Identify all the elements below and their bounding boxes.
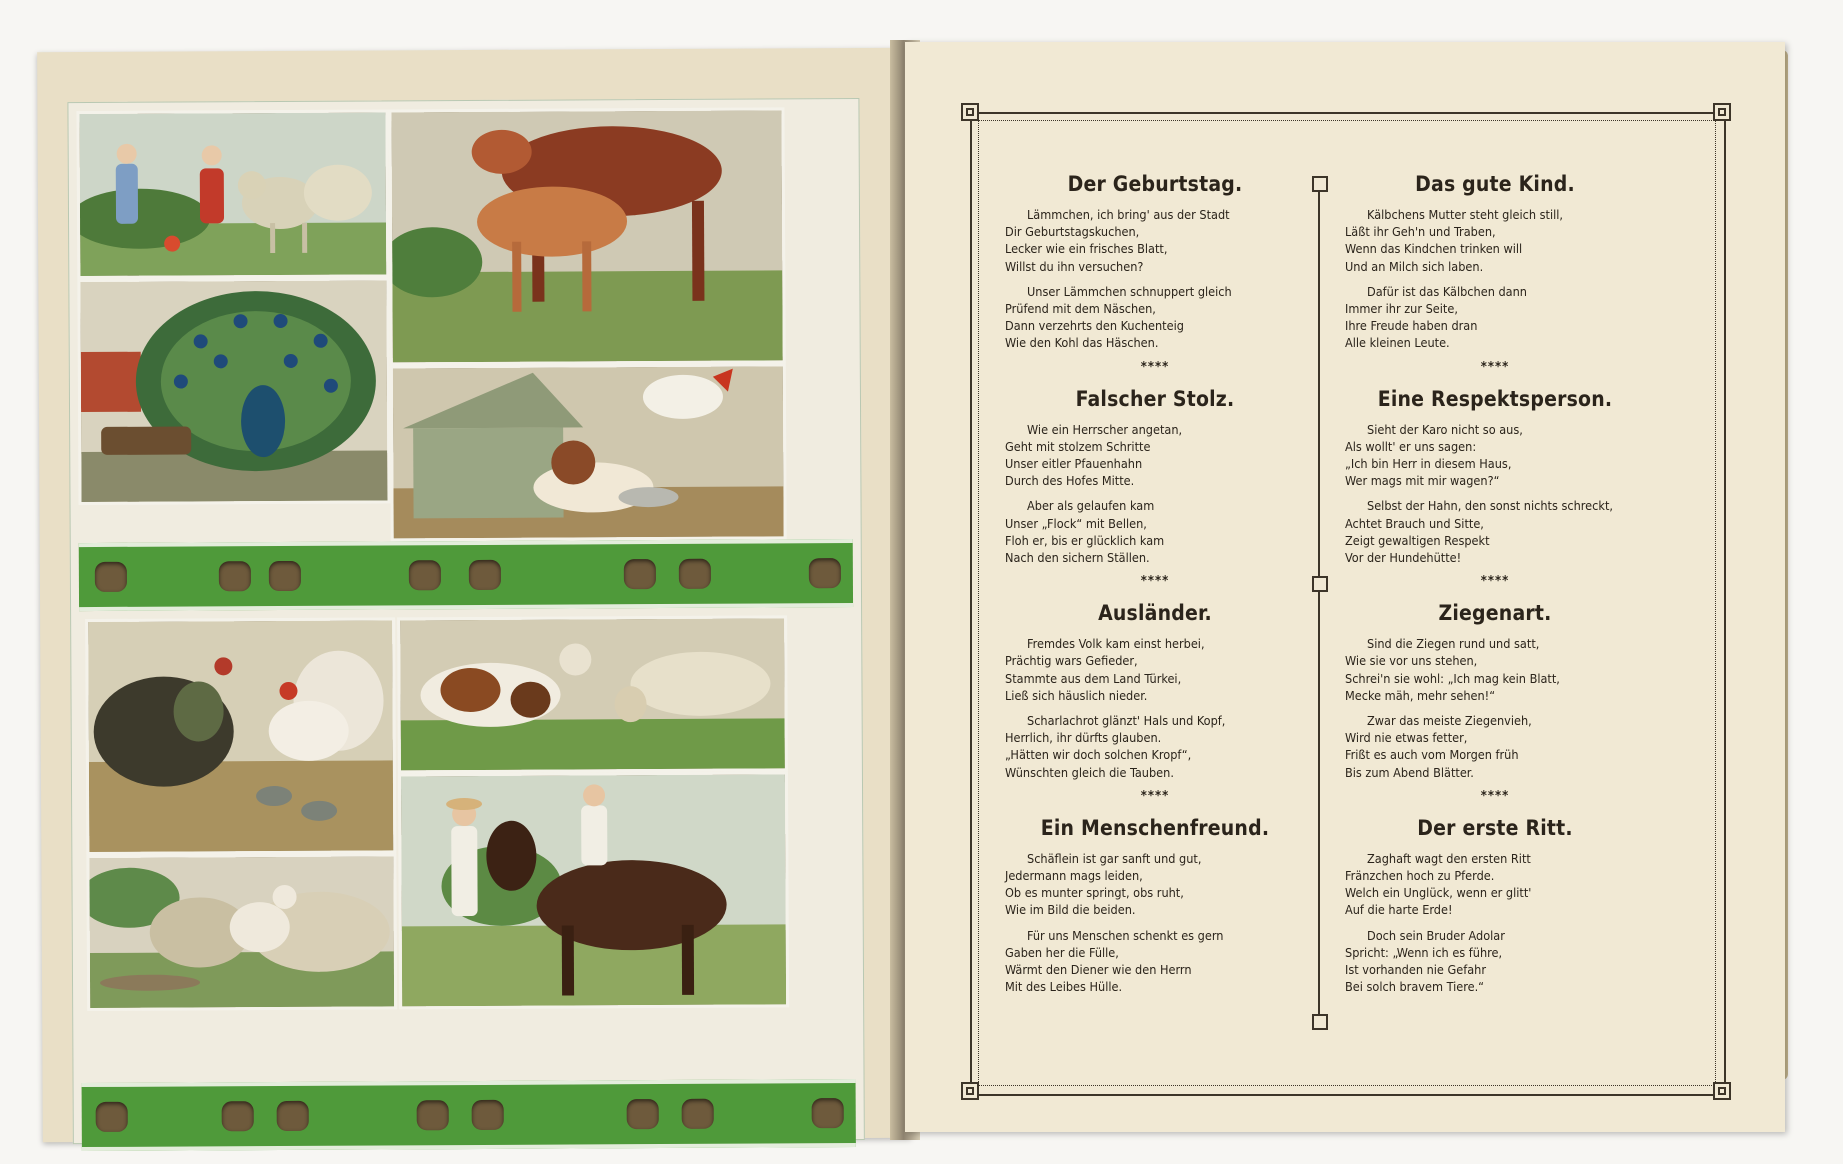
poem-line: Unser eitler Pfauenhahn bbox=[1005, 456, 1143, 472]
poem-line: Jedermann mags leiden, bbox=[1005, 868, 1143, 884]
perforated-strip-middle bbox=[79, 539, 853, 611]
poem-column-left bbox=[1005, 172, 1305, 1006]
poem-stanza bbox=[1005, 850, 1305, 919]
poem-line: Wie ein Herrscher angetan, bbox=[1027, 421, 1183, 437]
poem-line: Mecke mäh, mehr sehen!“ bbox=[1345, 687, 1496, 703]
poem-line: Kälbchens Mutter steht gleich still, bbox=[1367, 207, 1564, 222]
poem-line: Schäflein ist gar sanft und gut, bbox=[1027, 850, 1202, 866]
strip-hole bbox=[219, 561, 251, 591]
poem-stanza bbox=[1345, 927, 1645, 996]
poem-title: Falscher Stolz. bbox=[1075, 386, 1235, 411]
poem-stanza bbox=[1005, 712, 1305, 781]
poem-stanza bbox=[1005, 635, 1305, 704]
strip-hole bbox=[409, 560, 441, 590]
panel-dog-and-kennel bbox=[390, 363, 787, 541]
strip-hole bbox=[682, 1099, 714, 1129]
scrap-sheet bbox=[67, 98, 864, 1144]
poem-line: Auf die harte Erde! bbox=[1345, 902, 1453, 918]
poem-line: Nach den sichern Ställen. bbox=[1005, 550, 1150, 566]
panel-turkeys bbox=[85, 617, 396, 855]
poem bbox=[1345, 816, 1645, 996]
poem-line: Zwar das meiste Ziegenvieh, bbox=[1367, 713, 1532, 729]
poem-title: Ausländer. bbox=[1098, 601, 1212, 626]
poem-line: Und an Milch sich laben. bbox=[1345, 258, 1484, 274]
poem-line: Fremdes Volk kam einst herbei, bbox=[1027, 636, 1205, 652]
poem-line: Durch des Hofes Mitte. bbox=[1005, 473, 1135, 489]
strip-hole bbox=[222, 1101, 254, 1131]
poem-stanza bbox=[1005, 421, 1305, 490]
poem-line: Geht mit stolzem Schritte bbox=[1005, 438, 1151, 454]
right-page-poems bbox=[905, 42, 1785, 1132]
poem-title: Ziegenart. bbox=[1438, 601, 1552, 626]
poem-line: Floh er, bis er glücklich kam bbox=[1005, 532, 1165, 548]
turkeys-illustration bbox=[88, 620, 393, 852]
poem-line: Alle kleinen Leute. bbox=[1345, 335, 1450, 351]
poem-line: Unser „Flock“ mit Bellen, bbox=[1005, 515, 1147, 531]
perforated-strip-bottom bbox=[82, 1079, 856, 1151]
strip-hole bbox=[269, 561, 301, 591]
left-page-illustrations bbox=[37, 48, 911, 1143]
poem bbox=[1005, 172, 1305, 375]
strip-hole bbox=[679, 559, 711, 589]
poem-stanza bbox=[1345, 635, 1645, 704]
poem-line: Willst du ihn versuchen? bbox=[1005, 258, 1144, 274]
poem-line: Doch sein Bruder Adolar bbox=[1367, 927, 1505, 943]
poem-line: Dafür ist das Kälbchen dann bbox=[1367, 283, 1527, 299]
poem bbox=[1005, 816, 1305, 996]
poem-stanza bbox=[1345, 206, 1645, 275]
poem-title: Ein Menschenfreund. bbox=[1040, 815, 1270, 840]
poem-title: Das gute Kind. bbox=[1415, 172, 1575, 196]
poem-line: Gaben her die Fülle, bbox=[1005, 944, 1119, 960]
poem-line: Frißt es auch vom Morgen früh bbox=[1345, 747, 1519, 763]
poem-line: Wird nie etwas fetter, bbox=[1345, 730, 1468, 746]
divider-ornament bbox=[1312, 176, 1328, 192]
poem-separator: **** bbox=[1140, 359, 1170, 375]
poem-separator: **** bbox=[1480, 574, 1510, 590]
poem-line: Zaghaft wagt den ersten Ritt bbox=[1367, 850, 1531, 866]
poem-stanza bbox=[1345, 850, 1645, 919]
poem bbox=[1005, 601, 1305, 804]
poem-stanza bbox=[1005, 283, 1305, 352]
strip-hole bbox=[627, 1099, 659, 1129]
poem-line: Ob es munter springt, obs ruht, bbox=[1005, 885, 1184, 901]
dog-kennel-illustration bbox=[393, 366, 784, 538]
poem-line: Immer ihr zur Seite, bbox=[1345, 301, 1458, 317]
poem-line: Scharlachrot glänzt' Hals und Kopf, bbox=[1027, 713, 1226, 729]
panel-peacock bbox=[77, 277, 390, 505]
poem-line: Vor der Hundehütte! bbox=[1345, 550, 1462, 566]
poem-line: Läßt ihr Geh'n und Traben, bbox=[1345, 224, 1496, 240]
frame-corner-ornament bbox=[1713, 103, 1731, 121]
poem-line: Wünschten gleich die Tauben. bbox=[1005, 764, 1174, 780]
strip-hole bbox=[277, 1101, 309, 1131]
poem-line: Selbst der Hahn, den sonst nichts schreckt, bbox=[1367, 498, 1613, 514]
strip-hole bbox=[469, 560, 501, 590]
goats-illustration bbox=[400, 618, 785, 770]
poem-stanza bbox=[1005, 927, 1305, 996]
poem-stanza bbox=[1345, 283, 1645, 352]
poem-line: Welch ein Unglück, wenn er glitt' bbox=[1345, 885, 1532, 901]
poem-line: „Ich bin Herr in diesem Haus, bbox=[1345, 456, 1512, 472]
poem-line: Dann verzehrts den Kuchenteig bbox=[1005, 318, 1184, 334]
poem-line: Mit des Leibes Hülle. bbox=[1005, 979, 1123, 995]
poem-line: Wärmt den Diener wie den Herrn bbox=[1005, 962, 1192, 978]
poem bbox=[1345, 172, 1645, 375]
sheep-resting-illustration bbox=[89, 856, 394, 1008]
strip-hole bbox=[472, 1100, 504, 1130]
poem-line: Zeigt gewaltigen Respekt bbox=[1345, 532, 1490, 548]
peacock-illustration bbox=[80, 280, 387, 502]
poem-stanza bbox=[1345, 497, 1645, 566]
panel-girls-with-sheep bbox=[76, 109, 389, 279]
poem-line: Achtet Brauch und Sitte, bbox=[1345, 515, 1484, 531]
strip-hole bbox=[417, 1100, 449, 1130]
poem-stanza bbox=[1005, 497, 1305, 566]
strip-hole bbox=[812, 1098, 844, 1128]
poem-line: Ist vorhanden nie Gefahr bbox=[1345, 962, 1487, 978]
poem-line: Für uns Menschen schenkt es gern bbox=[1027, 927, 1224, 943]
strip-hole bbox=[96, 1102, 128, 1132]
poem-line: Aber als gelaufen kam bbox=[1027, 498, 1155, 514]
poem-stanza bbox=[1005, 206, 1305, 275]
cow-and-calf-illustration bbox=[391, 110, 782, 362]
poem-line: Prächtig wars Gefieder, bbox=[1005, 653, 1138, 669]
poem-line: Spricht: „Wenn ich es führe, bbox=[1345, 944, 1503, 960]
poem-separator: **** bbox=[1140, 788, 1170, 804]
poem-line: Schrei'n sie wohl: „Ich mag kein Blatt, bbox=[1345, 670, 1560, 686]
poem-line: Lecker wie ein frisches Blatt, bbox=[1005, 241, 1168, 257]
poem-line: Lämmchen, ich bring' aus der Stadt bbox=[1027, 207, 1230, 222]
poem-line: Ihre Freude haben dran bbox=[1345, 318, 1478, 334]
strip-hole bbox=[624, 559, 656, 589]
frame-corner-ornament bbox=[961, 1082, 979, 1100]
poem-separator: **** bbox=[1480, 359, 1510, 375]
poem-line: Wie im Bild die beiden. bbox=[1005, 902, 1136, 918]
panel-cow-and-calf bbox=[388, 107, 785, 365]
poem-title: Eine Respektsperson. bbox=[1377, 386, 1613, 411]
poem-line: Unser Lämmchen schnuppert gleich bbox=[1027, 283, 1232, 299]
poem-line: Bei solch bravem Tiere.“ bbox=[1345, 979, 1485, 995]
panel-sheep-resting bbox=[86, 853, 397, 1011]
poem bbox=[1345, 387, 1645, 590]
poem-line: Herrlich, ihr dürfts glauben. bbox=[1005, 730, 1162, 746]
poem bbox=[1005, 387, 1305, 590]
poem-line: Wie den Kohl das Häschen. bbox=[1005, 335, 1159, 351]
poem-line: Bis zum Abend Blätter. bbox=[1345, 764, 1474, 780]
poem-line: Wenn das Kindchen trinken will bbox=[1345, 241, 1523, 257]
poem-title: Der erste Ritt. bbox=[1417, 815, 1573, 840]
poem-line: Dir Geburtstagskuchen, bbox=[1005, 224, 1140, 240]
poem-line: Wie sie vor uns stehen, bbox=[1345, 653, 1478, 669]
divider-ornament bbox=[1312, 576, 1328, 592]
divider-ornament bbox=[1312, 1014, 1328, 1030]
poem-line: Sind die Ziegen rund und satt, bbox=[1367, 636, 1540, 652]
poem-separator: **** bbox=[1480, 788, 1510, 804]
poem-separator: **** bbox=[1140, 574, 1170, 590]
poem-line: Fränzchen hoch zu Pferde. bbox=[1345, 868, 1495, 884]
poem-line: Als wollt' er uns sagen: bbox=[1345, 438, 1477, 454]
poem-line: „Hätten wir doch solchen Kropf“, bbox=[1005, 747, 1192, 763]
strip-hole bbox=[95, 562, 127, 592]
poem-stanza bbox=[1345, 421, 1645, 490]
strip-hole bbox=[809, 558, 841, 588]
frame-corner-ornament bbox=[961, 103, 979, 121]
poem-stanza bbox=[1345, 712, 1645, 781]
poem-line: Ließ sich häuslich nieder. bbox=[1005, 687, 1148, 703]
poem-column-right bbox=[1345, 172, 1645, 1006]
girls-with-sheep-illustration bbox=[79, 112, 386, 276]
poem-line: Sieht der Karo nicht so aus, bbox=[1367, 421, 1523, 437]
panel-goats bbox=[397, 615, 788, 773]
frame-corner-ornament bbox=[1713, 1082, 1731, 1100]
pony-illustration bbox=[401, 774, 786, 1006]
poem-title: Der Geburtstag. bbox=[1067, 172, 1243, 196]
poem-line: Stammte aus dem Land Türkei, bbox=[1005, 670, 1182, 686]
poem bbox=[1345, 601, 1645, 804]
poem-line: Wer mags mit mir wagen?“ bbox=[1345, 473, 1500, 489]
poem-line: Prüfend mit dem Näschen, bbox=[1005, 301, 1156, 317]
panel-boys-with-pony bbox=[398, 771, 789, 1009]
column-divider bbox=[1318, 182, 1320, 1022]
